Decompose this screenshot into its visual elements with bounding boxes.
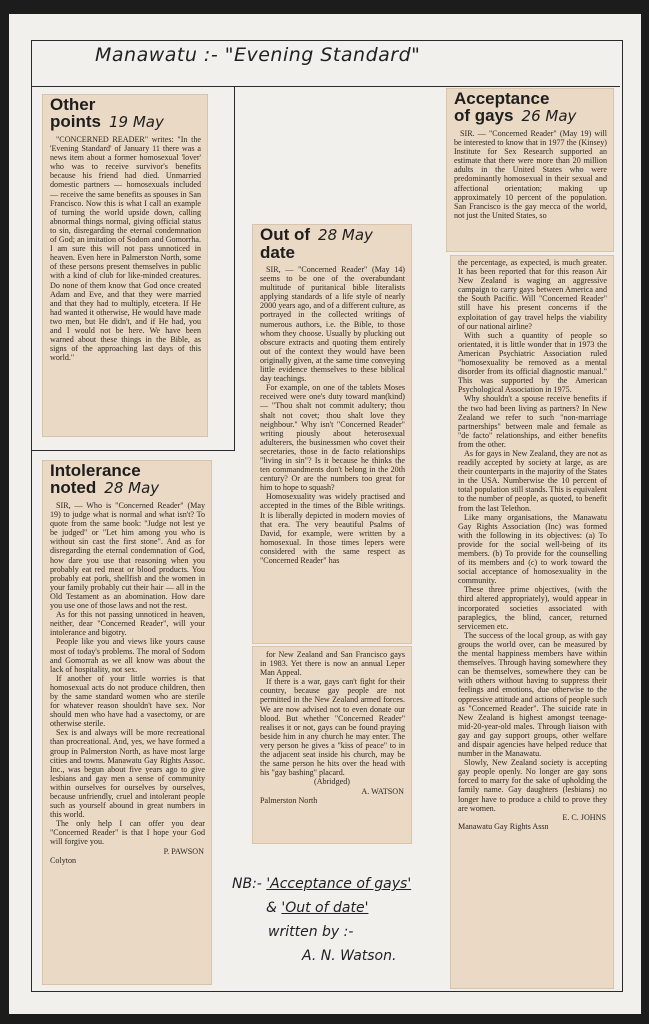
clipping-out-of-date — [252, 224, 412, 644]
clipping-acceptance-continued — [450, 255, 614, 989]
clipping-body: the percentage, as expected, is much greater. It has been reported that for this reason Air New Zealand is waging an aggressive campaign to carry gays between America and the South Pacific. Will "Concerned Reader" still have his present concerns if the exploitation of gay travel helps the viability of our national airline? With such a quantity of people so orientated, it is little wonder that in 1973 the American Psychiatric Association ruled "homosexuality be removed as a mental disorder from its official diagnostic manual." This was supported by the American Psychological Association in 1975. Why shouldn't a spouse receive benefits if the two had been living as partners? In New Zealand we refer to such "non-marriage partnerships" between male and female as "de facto" relationships, and either benefits from the other. As for gays in New Zealand, they are not as readily accepted by society at large, as are their counterparts in the majority of the States in the USA. Numberwise the 10 percent of total population still stands. This is equivalent to the number of people, as quoted, to benefit from the last Telethon. Like many organisations, the Manawatu Gay Rights Association (Inc) was formed with the following in its objectives: (a) To provide for the social well-being of its members. (b) To provide for the counselling of its members and (c) to work toward the social acceptance of homosexuality in the community. These three prime objectives, (with the third altered appropriately), would appear in incorporated societies associated with paraplegics, the blind, cancer, returned servicemen etc. The success of the local group, as with gay groups the world over, can be measured by the mental happiness members have within themselves. Through having somewhere they can be themselves, somewhere they can be with others without having to suppress their feelings and emotions, due otherwise to the oppressive attitude and actions of people such as "Concerned Reader". The suicide rate in New Zealand is highest amongst teenage-mid-20-year-old males. Through liaison with gay and gay support groups, other welfare and dispair agencies have helped reduce that number in the Manawatu. Slowly, New Zealand society is accepting gay people openly. No longer are gay sons forced to marry for the sake of upholding the family name. Gay daughters (lesbians) no longer have to produce a child to prove they are women. — [458, 258, 607, 813]
handwritten-date: 28 May — [318, 226, 373, 244]
note-line-3: written by :- — [268, 924, 354, 940]
clipping-body: for New Zealand and San Francisco gays in 1983. Yet there is now an annual Leper Man Appeal. If there is a war, gays can't fight for their country, because gay people are not permitted in the New Zealand armed forces. We are now advised not to even donate our blood. But whether "Concerned Reader" realises it or not, gays can be found praying beside him in any church he may enter. The very person he gives a "kiss of peace" to in the adjacent seat inside his church, may be the same person he hits over the head with his "gay bashing" placard. — [260, 650, 405, 778]
note-line-1: 'Acceptance of gays' — [266, 876, 412, 892]
clipping-acceptance-of-gays — [446, 88, 614, 252]
handwritten-title: Manawatu :- "Evening Standard" — [95, 44, 421, 66]
signature-place: Palmerston North — [260, 795, 318, 805]
signature-place: Manawatu Gay Rights Assn — [458, 821, 549, 831]
abridged-note: (Abridged) — [314, 777, 350, 787]
signature: P. PAWSON — [163, 846, 204, 856]
clipping-body: SIR, — "Concerned Reader" (May 14) seems to be one of the overabundant multitude of puritanical bible literalists applying standards of a life style of nearly 2000 years ago, and of a different culture, as portrayed in the collected writings of numerous authors, i.e. the Bible, to those whom they choose. Usually by plucking out obscure extracts and quoting them entirely out of the context they would have been originally given, at the same time conveying little evidence themselves to these biblical day teachings. For example, on one of the tablets Moses received were one's duty toward man(kind) — "Thou shalt not commit adultery; thou shalt not covet; thou shalt love they neighbour." Why isn't "Concerned Reader" writing piously about heterosexual adulterers, the businessmen who covet their secretaries, those in de facto relationships "living in sin"? Is it because he thinks the ten commandments don't belong in the 20th century? Or are the numbers too great for him to hope to squash? Homosexuality was widely practised and accepted in the times of the Bible writings. It is liberally depicted in modern movies of that era. The very beautiful Psalms of David, for example, were written by a homosexual. In those times lepers were considered with the same respect as "Concerned Reader" has — [260, 265, 405, 565]
clipping-body: "CONCERNED READER" writes: "In the 'Evening Standard' of January 11 there was a news item about a former homosexual 'lover' who was to receive survivor's benefits because his friend had died. Unmarried domestic partners — homosexuals included — receive the same benefits as spouses in San Francisco. Now this is what I call an example of turning the world upside down, calling abnormal things normal, giving official status to sin, disregarding the eternal condemnation of God; an imitation of Sodom and Gomorrha. I am sure this will not pass unnoticed in heaven. Even here in Palmerston North, some of these persons present themselves in public with a kind of club for like-minded creatures. Do none of them know that God once created Adam and Eve, and that they were married and that they had to multiply, etcetera. If He had wanted it otherwise, He would have made two men, but He didn't, and if He had, you and I would not be here. We have been warned about these things in the Bible, as signs of the approaching last days of this world." — [50, 135, 201, 363]
clipping-headline: Out of 28 May date — [260, 225, 373, 262]
signature: A. WATSON — [361, 786, 404, 796]
clipping-headline: Other points 19 May — [50, 95, 164, 131]
note-line-4: A. N. Watson. — [302, 948, 397, 964]
handwritten-date: 26 May — [521, 107, 577, 125]
clipping-body: SIR. — "Concerned Reader" (May 19) will be interested to know that in 1977 the (Kinsey) Institute for Sex Research supported an estimate that there were more than 20 million adults in the United States who were predominantly homosexual in their sexual and affectional orientation; making up approximately 10 percent of the population. San Francisco is the gay mecca of the world, not just the United States, so — [454, 129, 607, 220]
note-ampersand: & — [266, 900, 277, 916]
note-line-2: 'Out of date' — [281, 900, 369, 916]
clipping-headline: Intolerance noted 28 May — [50, 461, 160, 497]
handwritten-date: 19 May — [109, 113, 164, 131]
clipping-other-points — [42, 94, 208, 437]
clipping-intolerance-noted — [42, 460, 212, 985]
signature: E. C. JOHNS — [562, 812, 606, 822]
clipping-body: SIR, — Who is "Concerned Reader" (May 19) to judge what is normal and what isn't? To quote from the same book: "Judge not lest ye be judged" or "Let him among you who is without sin cast the first stone". And as for disregarding the eternal condemnation of God, how dare you use that reasoning when you probably eat red meat or blood products. You probably eat pork, shellfish and the women in your family probably cut their hair — all in the Old Testament as an abomination. How dare you use one of those laws and not the rest. As for this not passing unnoticed in heaven, neither, dear "Concerned Reader", will your intolerance and bigotry. People like you and views like yours cause most of today's problems. The moral of Sodom and Gomorrah as we all know was about the lack of hospitality, not sex. If another of your little worries is that homosexual acts do not produce children, then by the same standard women who are sterile for whatever reason shouldn't have sex. Nor should men who have had a vasectomy, or are otherwise sterile. Sex is and always will be more recreational than procreational. And, yes, we have formed a group in Palmerston North, as have most large cities and towns. Manawatu Gay Rights Assoc. Inc., was begun about five years ago to give lesbians and gay men a sense of community within ourselves for ourselves by ourselves, because unfriendly, cruel and intolerant people such as yourself abound in great numbers in this world. The only help I can offer you dear "Concerned Reader" is that I hope your God will forgive you. — [50, 501, 205, 847]
handwritten-date: 28 May — [104, 479, 160, 497]
handwritten-note — [232, 872, 411, 968]
clipping-headline: Acceptance of gays 26 May — [454, 89, 577, 125]
clipping-out-of-date-continued — [252, 646, 412, 844]
note-prefix: NB:- — [232, 876, 262, 892]
signature-place: Colyton — [50, 855, 77, 865]
